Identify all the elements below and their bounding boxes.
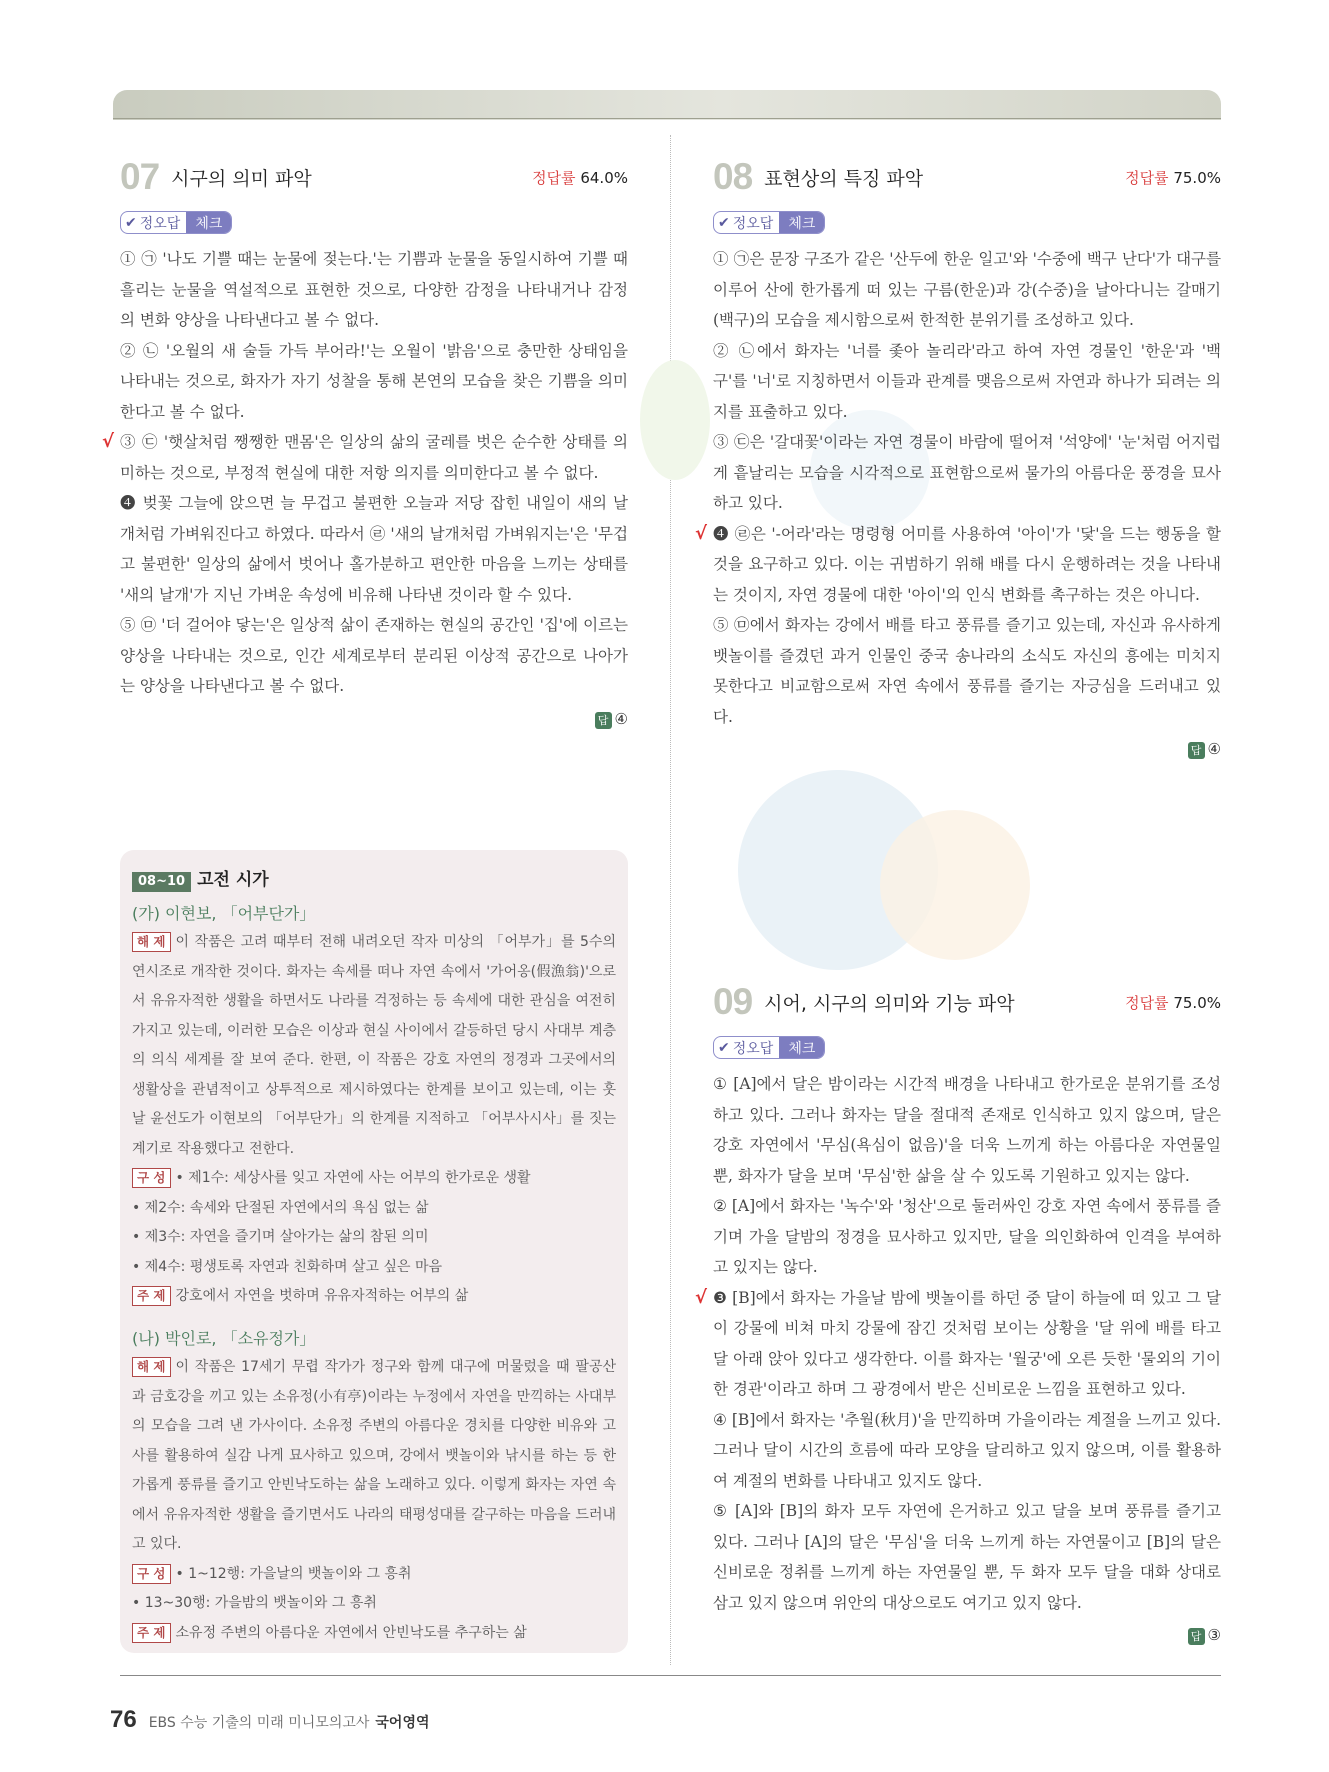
answer-icon: 답 xyxy=(595,712,612,729)
question-08 xyxy=(695,155,1221,759)
answer-icon: 답 xyxy=(1188,742,1205,759)
rate-value: 75.0% xyxy=(1173,168,1221,187)
option-4-correct: ❹ ㉣은 '-어라'라는 명령형 어미를 사용하여 '아이'가 '닻'을 드는 행동을 할 것을 요구하고 있다. 이는 귀범하기 위해 배를 다시 운행하려는 것을 나타내는 것이지, 자연 경물에 대한 '아이'의 인식 변화를 촉구하는 것은 아니다. xyxy=(713,524,1221,604)
check-label: 정오답 xyxy=(732,1040,774,1057)
gusung-ga xyxy=(132,1164,616,1194)
gusung-ga-1: • 제1수: 세상사를 잊고 자연에 사는 어부의 한가로운 생활 xyxy=(175,1170,531,1186)
option-4: ④ [B]에서 화자는 '추월(秋月)'을 만끽하며 가을이라는 계절을 느끼고 있다. 그러나 달이 시간의 흐름에 따라 모양을 달리하고 있지 않으며, 이를 활용하여 계절의 변화를 나타내고 있지도 않다. xyxy=(713,1410,1221,1490)
question-number: 09 xyxy=(713,981,753,1022)
work-title-na: (나) 박인로, 「소유정가」 xyxy=(132,1328,316,1348)
box-title: 고전 시가 xyxy=(197,870,269,890)
rate-label: 정답률 xyxy=(532,168,576,187)
rate-label: 정답률 xyxy=(1125,168,1169,187)
check-icon: ✔ xyxy=(718,214,730,231)
correct-rate xyxy=(1125,992,1221,1013)
answer-value: ④ xyxy=(1207,740,1221,758)
juje-ga xyxy=(132,1282,616,1312)
answer-value: ③ xyxy=(1207,1626,1221,1644)
check-label: 정오답 xyxy=(732,215,774,232)
tag-haeje: 해 제 xyxy=(132,1357,171,1377)
check-label-2: 체크 xyxy=(779,1037,824,1058)
rate-label: 정답률 xyxy=(1125,993,1169,1012)
page-number: 76 xyxy=(110,1706,137,1733)
question-09 xyxy=(695,980,1221,1645)
question-number: 08 xyxy=(713,156,753,197)
watermark-circle-orange xyxy=(880,810,1030,960)
gusung-na-2: • 13~30행: 가을밤의 뱃놀이와 그 흥취 xyxy=(132,1595,377,1611)
option-2: ② [A]에서 화자는 '녹수'와 '청산'으로 둘러싸인 강호 자연 속에서 풍류를 즐기며 가을 달밤의 정경을 묘사하고 있지만, 달을 의인화하여 인격을 부여하고 있지는 않다. xyxy=(713,1197,1221,1276)
option-5: ⑤ ㉤에서 화자는 강에서 배를 타고 풍류를 즐기고 있는데, 자신과 유사하게 뱃놀이를 즐겼던 과거 인물인 중국 송나라의 소식도 자신의 흥에는 미치지 못한다고 비교함으로써 자연 속에서 풍류를 즐기는 자긍심을 드러내고 있다. xyxy=(713,616,1221,726)
rate-value: 75.0% xyxy=(1173,993,1221,1012)
haeje-ga xyxy=(132,928,616,1164)
option-1: ① ㉠은 문장 구조가 같은 '산두에 한운 일고'와 '수중에 백구 난다'가 대구를 이루어 산에 한가롭게 떠 있는 구름(한운)과 강(수중)을 날아다니는 갈매기(백구)의 모습을 제시함으로써 한적한 분위기를 조성하고 있다. xyxy=(713,250,1221,329)
question-range: 08~10 xyxy=(132,872,191,892)
gusung-ga-4: • 제4수: 평생토록 자연과 친화하며 살고 싶은 마음 xyxy=(132,1258,442,1275)
option-4-correct: ❹ 벚꽃 그늘에 앉으면 늘 무겁고 불편한 오늘과 저당 잡힌 내일이 새의 날개처럼 가벼워진다고 하였다. 따라서 ㉣ '새의 날개처럼 가벼워지는'은 '무겁고 불편한' 일상의 삶에서 벗어나 홀가분하고 편안한 마음을 느끼는 상태를 '새의 날개'가 지닌 가벼운 속성에 비유해 나타낸 것이라 할 수 있다. xyxy=(120,494,628,604)
gusung-ga-2: • 제2수: 속세와 단절된 자연에서의 욕심 없는 삶 xyxy=(132,1199,429,1216)
explanation xyxy=(695,244,1221,732)
explanation xyxy=(102,244,628,702)
correct-rate xyxy=(1125,167,1221,188)
question-07 xyxy=(102,155,628,729)
option-2: ② ㉡에서 화자는 '너를 좇아 놀리라'라고 하여 자연 경물인 '한운'과 '백구'를 '너'로 지칭하면서 이들과 관계를 맺음으로써 자연과 하나가 되려는 의지를 표출하고 있다. xyxy=(713,341,1221,421)
option-3: ③ ㉢은 '갈대꽃'이라는 자연 경물이 바람에 떨어져 '석양에' '눈'처럼 어지럽게 흩날리는 모습을 시각적으로 표현함으로써 물가의 아름다운 풍경을 묘사하고 있다. xyxy=(713,433,1221,512)
header-bar xyxy=(113,90,1221,120)
question-number: 07 xyxy=(120,156,160,197)
check-badge xyxy=(120,211,232,234)
header-rule xyxy=(113,118,1221,119)
question-title: 시어, 시구의 의미와 기능 파악 xyxy=(764,992,1015,1015)
gusung-na-1: • 1~12행: 가을날의 뱃놀이와 그 흥취 xyxy=(175,1565,412,1582)
work-info-box xyxy=(120,850,628,1653)
tag-juje: 주 제 xyxy=(132,1286,171,1306)
gusung-ga-3: • 제3수: 자연을 즐기며 살아가는 삶의 참된 의미 xyxy=(132,1229,429,1245)
haeje-na xyxy=(132,1353,616,1560)
footer xyxy=(110,1706,430,1734)
gusung-na xyxy=(132,1560,616,1590)
check-icon: ✔ xyxy=(718,1039,730,1056)
option-5: ⑤ ㉤ '더 걸어야 닿는'은 일상적 삶이 존재하는 현실의 공간인 '집'에 이르는 양상을 나타내는 것으로, 인간 세계로부터 분리된 이상적 공간으로 나아가는 양상을 나타낸다고 볼 수 없다. xyxy=(120,616,628,695)
tag-gusung: 구 성 xyxy=(132,1564,171,1584)
check-badge xyxy=(713,1036,825,1059)
option-2: ② ㉡ '오월의 새 술들 가득 부어라!'는 오월이 '밝음'으로 충만한 상태임을 나타내는 것으로, 화자가 자기 성찰을 통해 본연의 모습을 찾은 기쁨을 의미한다고 볼 수 없다. xyxy=(120,341,628,421)
question-title: 표현상의 특징 파악 xyxy=(764,167,924,190)
correct-checkmark-icon: √ xyxy=(102,431,115,452)
answer xyxy=(713,1626,1221,1645)
check-label-2: 체크 xyxy=(186,212,231,233)
answer xyxy=(713,740,1221,759)
answer-value: ④ xyxy=(614,709,628,728)
juje-na-text: 소유정 주변의 아름다운 자연에서 안빈낙도를 추구하는 삶 xyxy=(175,1624,527,1641)
check-label: 정오답 xyxy=(139,215,181,232)
check-icon: ✔ xyxy=(125,214,137,231)
correct-checkmark-icon: √ xyxy=(695,523,708,544)
tag-gusung: 구 성 xyxy=(132,1168,171,1188)
option-5: ⑤ [A]와 [B]의 화자 모두 자연에 은거하고 있고 달을 보며 풍류를 즐기고 있다. 그러나 [A]의 달은 '무심'을 더욱 느끼게 하는 자연물이고 [B]의 달은 신비로운 정취를 느끼게 하는 자연물일 뿐, 두 화자 모두 달을 대화 상대로 삼고 있지 않으며 위안의 대상으로도 여기고 있지 않다. xyxy=(713,1502,1221,1612)
watermark-circle-green xyxy=(640,360,710,480)
subject-name: 국어영역 xyxy=(375,1715,430,1731)
check-label-2: 체크 xyxy=(779,212,824,233)
option-3-correct: ❸ [B]에서 화자는 가을날 밤에 뱃놀이를 하던 중 달이 하늘에 떠 있고 그 달이 강물에 비쳐 마치 강물에 잠긴 것처럼 보이는 상황을 '달 위에 배를 타고 달 아래 앉아 있다고 생각한다. 이를 화자는 '월궁'에 오른 듯한 '물외의 기이한 경관'이라고 하며 그 광경에서 받은 신비로운 느낌을 표현하고 있다. xyxy=(713,1288,1221,1398)
check-badge xyxy=(713,211,825,234)
option-1: ① [A]에서 달은 밤이라는 시간적 배경을 나타내고 한가로운 분위기를 조성하고 있다. 그러나 화자는 달을 절대적 존재로 인식하고 있지 않으며, 달은 강호 자연에서 '무심(욕심이 없음)'을 더욱 느끼게 하는 아름다운 자연물일 뿐, 화자가 달을 보며 '무심'한 삶을 살 수 있도록 기원하고 있지는 않다. xyxy=(713,1075,1221,1185)
option-3: ③ ㉢ '햇살처럼 쨍쨍한 맨몸'은 일상의 삶의 굴레를 벗은 순수한 상태를 의미하는 것으로, 부정적 현실에 대한 저항 의지를 의미한다고 볼 수 없다. xyxy=(120,433,628,482)
question-title: 시구의 의미 파악 xyxy=(171,167,312,190)
rate-value: 64.0% xyxy=(580,168,628,187)
correct-checkmark-icon: √ xyxy=(695,1287,708,1308)
work-title-ga: (가) 이현보, 「어부단가」 xyxy=(132,903,316,923)
juje-na xyxy=(132,1619,616,1649)
book-title: EBS 수능 기출의 미래 미니모의고사 xyxy=(148,1715,370,1731)
tag-juje: 주 제 xyxy=(132,1623,171,1643)
footer-rule xyxy=(120,1675,1221,1676)
answer-icon: 답 xyxy=(1188,1628,1205,1645)
explanation xyxy=(695,1069,1221,1618)
haeje-na-text: 이 작품은 17세기 무렵 작가가 정구와 함께 대구에 머물렀을 때 팔공산과 금호강을 끼고 있는 소유정(小有亭)이라는 누정에서 자연을 만끽하는 사대부의 모습을 그려 낸 가사이다. 소유정 주변의 아름다운 경치를 다양한 비유와 고사를 활용하여 실감 나게 묘사하고 있으며, 강에서 뱃놀이와 낚시를 하는 등 한가롭게 풍류를 즐기고 안빈낙도하는 삶을 노래하고 있다. 이렇게 화자는 자연 속에서 유유자적한 생활을 즐기면서도 나라의 태평성대를 갈구하는 마음을 드러내고 있다. xyxy=(132,1359,616,1552)
haeje-ga-text: 이 작품은 고려 때부터 전해 내려오던 작자 미상의 「어부가」를 5수의 연시조로 개작한 것이다. 화자는 속세를 떠나 자연 속에서 '가어옹(假漁翁)'으로서 유유자적한 생활을 하면서도 나라를 걱정하는 등 속세에 대한 관심을 여전히 가지고 있는데, 이러한 모습은 이상과 현실 사이에서 갈등하던 당시 사대부 계층의 의식 세계를 잘 보여 준다. 한편, 이 작품은 강호 자연의 정경과 그곳에서의 생활상을 관념적이고 상투적으로 제시하였다는 한계를 보이고 있는데, 이는 훗날 윤선도가 이현보의 「어부단가」의 한계를 지적하고 「어부사시사」를 짓는 계기로 작용했다고 전한다. xyxy=(132,934,616,1157)
option-1: ① ㉠ '나도 기쁠 때는 눈물에 젖는다.'는 기쁨과 눈물을 동일시하여 기쁠 때 흘리는 눈물을 역설적으로 표현한 것으로, 다양한 감정을 나타내거나 감정의 변화 양상을 나타낸다고 볼 수 없다. xyxy=(120,250,628,329)
tag-haeje: 해 제 xyxy=(132,932,171,952)
juje-ga-text: 강호에서 자연을 벗하며 유유자적하는 어부의 삶 xyxy=(175,1288,469,1304)
correct-rate xyxy=(532,167,628,188)
answer xyxy=(120,710,628,729)
